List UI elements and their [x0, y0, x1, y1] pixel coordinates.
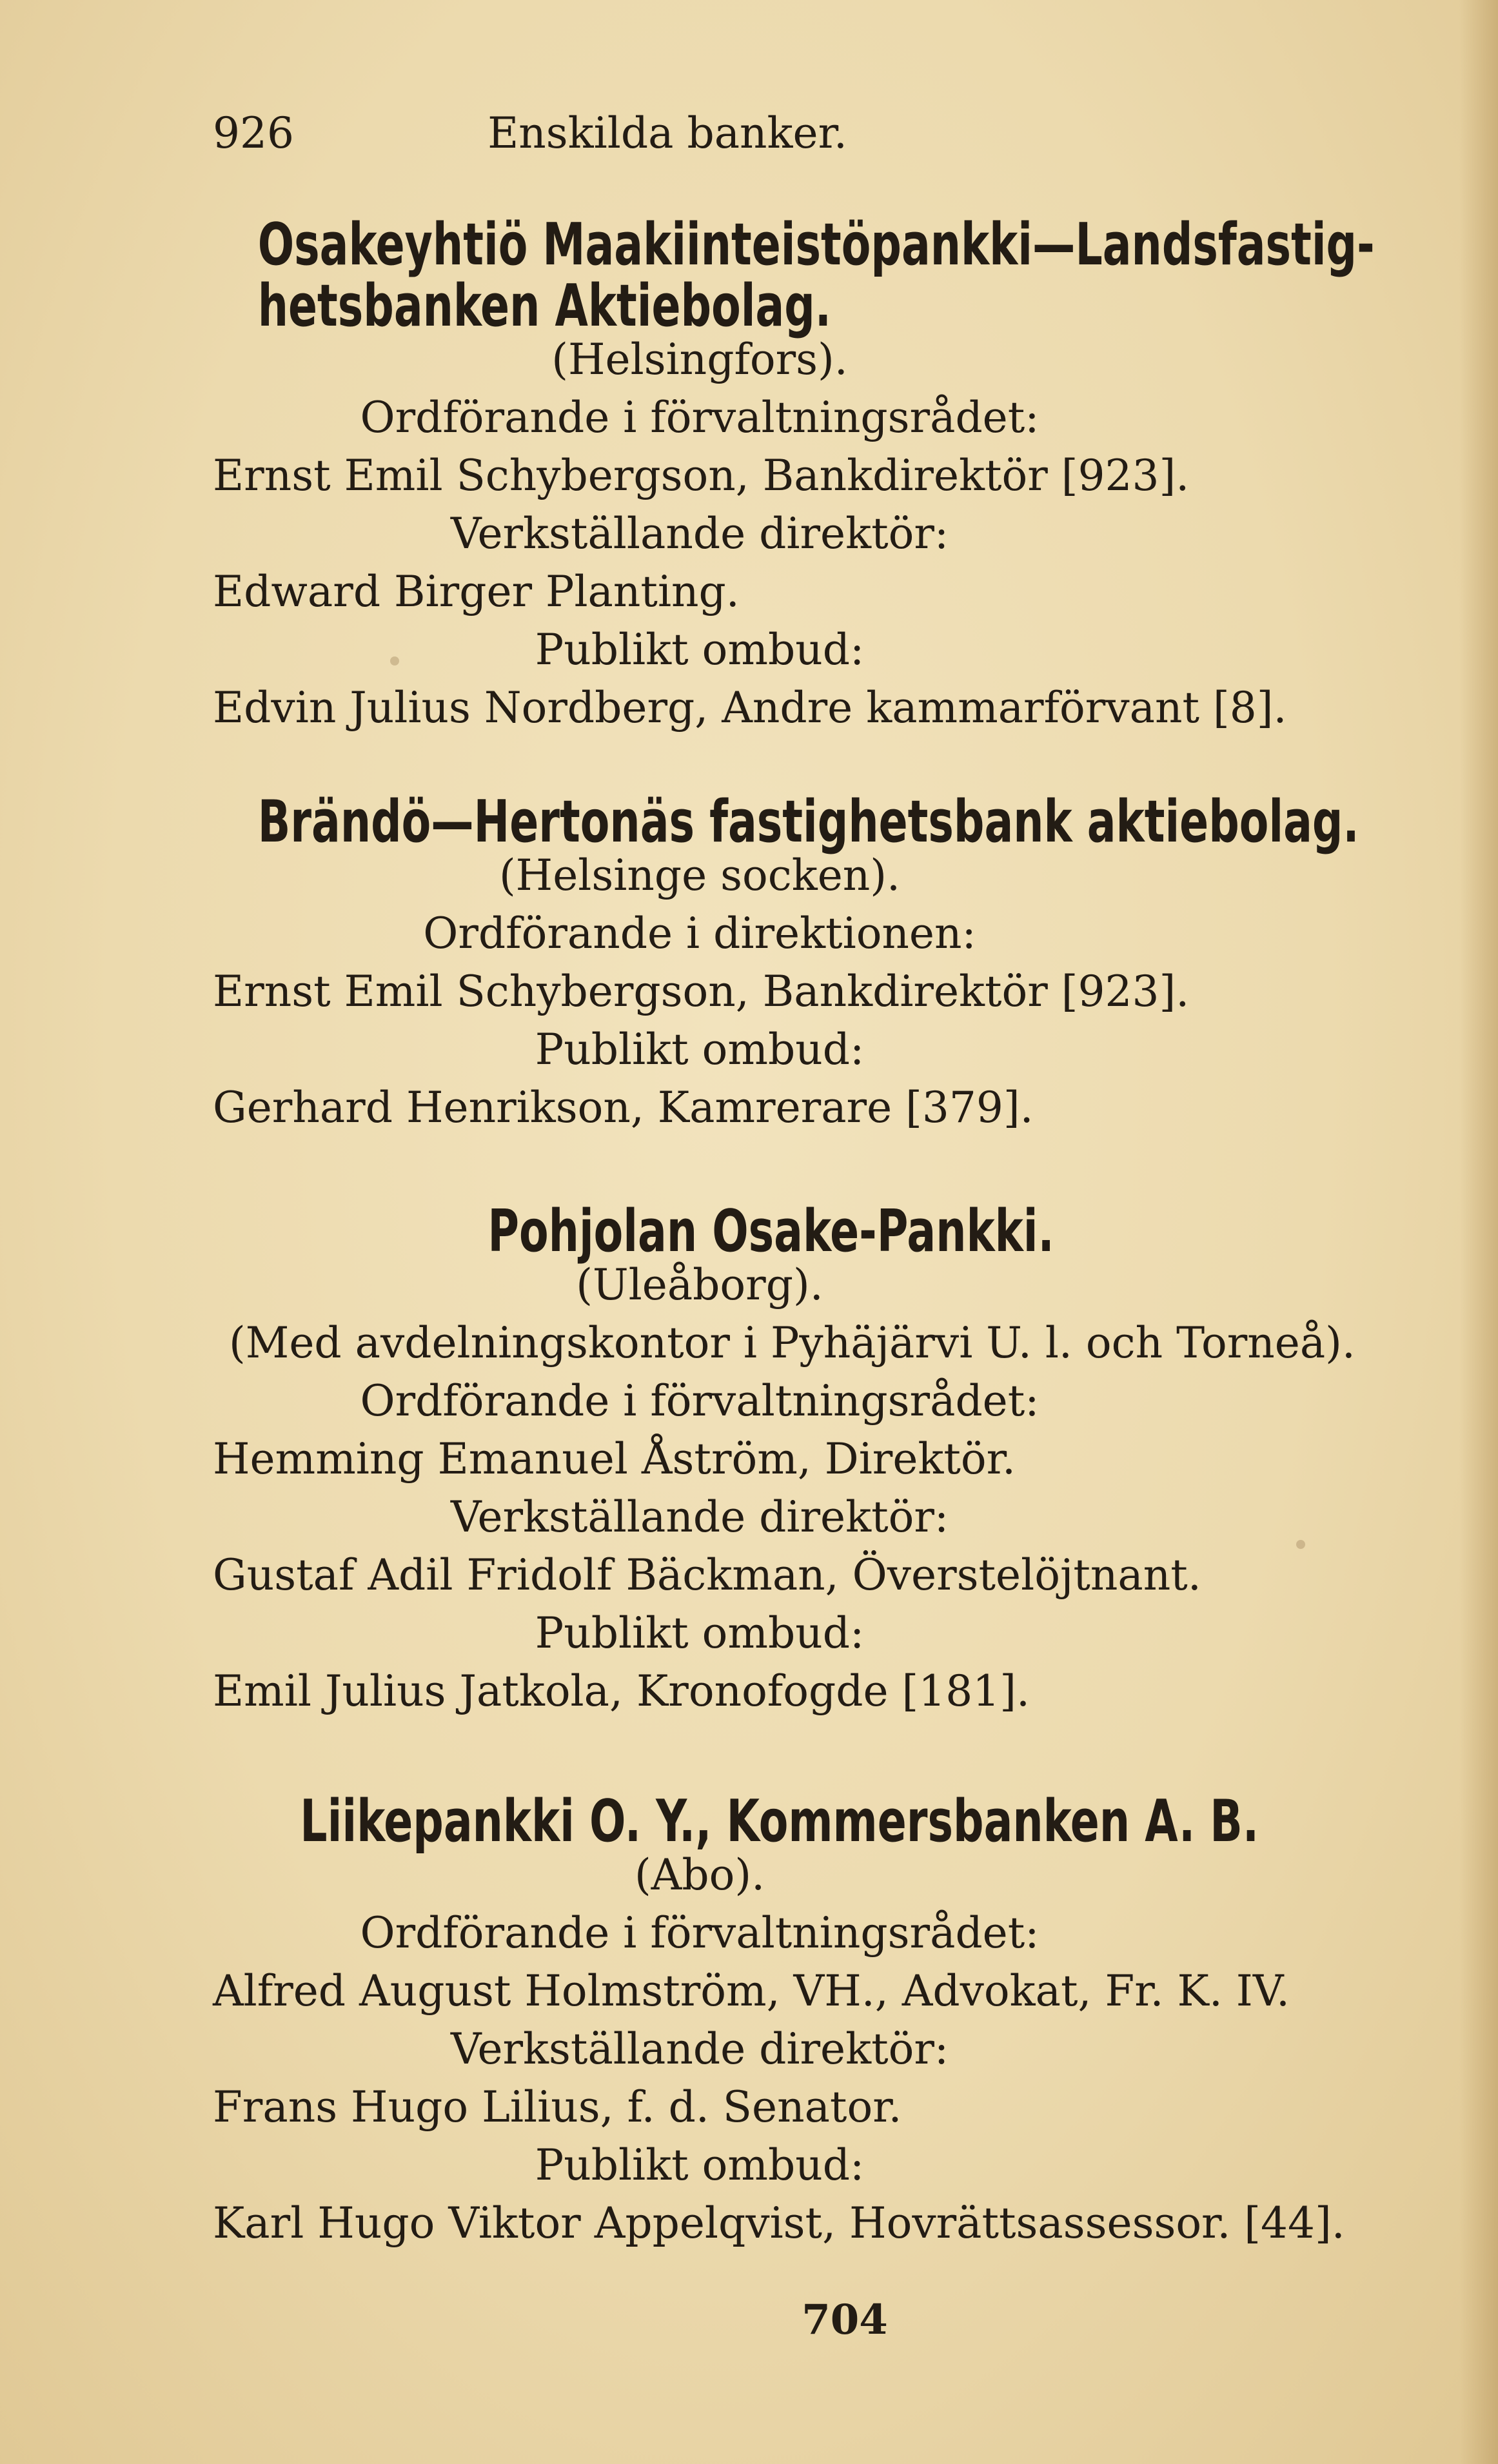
- role-label: Verkställande direktör:: [450, 2024, 949, 2074]
- bank-entry-liikepankki: [213, 1788, 1438, 2260]
- role-label: Ordförande i förvaltningsrådet:: [360, 1376, 1040, 1426]
- person-name: Karl Hugo Viktor Appelqvist, Hovrättsassessor. [44].: [213, 2198, 1345, 2248]
- bank-name: Liikepankki O. Y., Kommersbanken A. B.: [300, 1788, 1259, 1855]
- bank-city: (Abo).: [634, 1850, 765, 1900]
- bank-city: (Helsingfors).: [551, 335, 848, 384]
- person-name: Ernst Emil Schybergson, Bankdirektör [923].: [213, 967, 1190, 1016]
- role-label: Verkställande direktör:: [450, 1492, 949, 1542]
- person-name: Frans Hugo Lilius, f. d. Senator.: [213, 2082, 902, 2132]
- person-name: Edvin Julius Nordberg, Andre kammarförvant [8].: [213, 683, 1287, 733]
- role-label: Publikt ombud:: [535, 1025, 865, 1074]
- person-name: Edward Birger Planting.: [213, 567, 740, 616]
- bank-entry-pohjolan: [213, 1198, 1438, 1728]
- bank-name: Pohjolan Osake-Pankki.: [488, 1198, 1054, 1265]
- bank-name: Brändö—Hertonäs fastighetsbank aktiebolag.: [257, 788, 1359, 856]
- person-name: Gerhard Henrikson, Kamrerare [379].: [213, 1083, 1034, 1132]
- page-number: 926: [213, 108, 294, 158]
- person-name: Ernst Emil Schybergson, Bankdirektör [923].: [213, 451, 1190, 500]
- signature-mark: 704: [802, 2296, 888, 2344]
- person-name: Gustaf Adil Fridolf Bäckman, Överstelöjtnant.: [213, 1550, 1201, 1600]
- role-label: Ordförande i förvaltningsrådet:: [360, 1908, 1040, 1958]
- bank-city: (Uleåborg).: [576, 1260, 823, 1310]
- person-name: Emil Julius Jatkola, Kronofogde [181].: [213, 1666, 1030, 1716]
- bank-entry-maakiinteistopankki: [213, 211, 1438, 745]
- role-label: Verkställande direktör:: [450, 509, 949, 558]
- running-title: Enskilda banker.: [488, 108, 847, 158]
- role-label: Publikt ombud:: [535, 625, 865, 675]
- running-header: [213, 108, 1064, 179]
- bank-city: (Helsinge socken).: [498, 851, 901, 900]
- role-label: Publikt ombud:: [535, 1608, 865, 1658]
- bank-entry-brando-hertonas: [213, 788, 1438, 1145]
- branch-note: (Med avdelningskontor i Pyhäjärvi U. l. och Torneå).: [229, 1318, 1355, 1368]
- person-name: Alfred August Holmström, VH., Advokat, Fr. K. IV.: [213, 1966, 1290, 2016]
- role-label: Publikt ombud:: [535, 2140, 865, 2190]
- person-name: Hemming Emanuel Åström, Direktör.: [213, 1434, 1016, 1484]
- bank-name-line-1: Osakeyhtiö Maakiinteistöpankki—Landsfastig-: [257, 211, 1375, 279]
- role-label: Ordförande i direktionen:: [423, 909, 976, 958]
- role-label: Ordförande i förvaltningsrådet:: [360, 393, 1040, 442]
- page-edge-shadow: [1459, 0, 1498, 2464]
- bank-name-line-2: hetsbanken Aktiebolag.: [257, 272, 831, 340]
